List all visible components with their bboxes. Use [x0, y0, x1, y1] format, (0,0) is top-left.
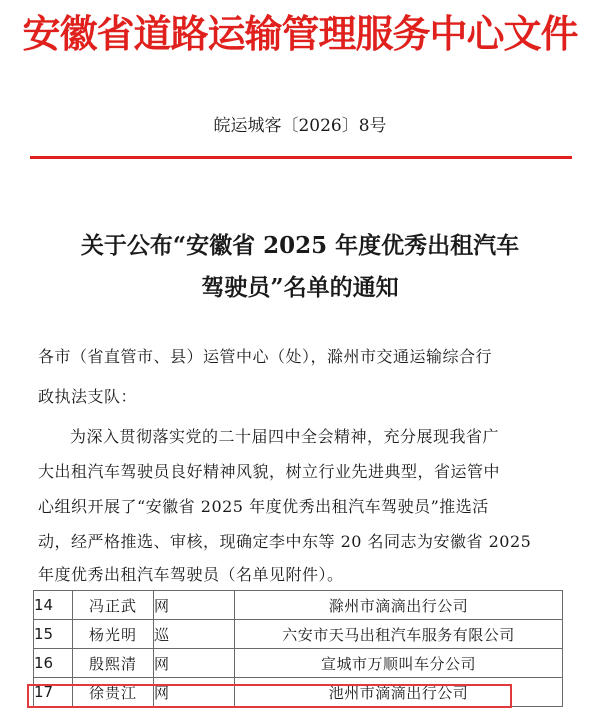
company-name: 滁州市滴滴出行公司 — [235, 591, 563, 620]
table-row — [34, 620, 563, 649]
driver-name: 杨光明 — [73, 620, 154, 649]
row-index: 17 — [34, 678, 73, 707]
body-line: 动，经严格推选、审核，现确定李中东等 20 名同志为安徽省 2025 — [38, 532, 532, 551]
body-line: 各市（省直管市、县）运管中心（处），滁州市交通运输综合行 — [38, 347, 493, 366]
company-name: 宣城市万顺叫车分公司 — [235, 649, 563, 678]
notice-title-line-1: 关于公布“安徽省 2025 年度优秀出租汽车 — [80, 232, 520, 259]
company-name: 池州市滴滴出行公司 — [235, 678, 563, 707]
vehicle-type: 网 — [154, 678, 235, 707]
vehicle-type: 巡 — [154, 620, 235, 649]
table-row — [34, 591, 563, 620]
row-index: 15 — [34, 620, 73, 649]
driver-name: 殷熙清 — [73, 649, 154, 678]
body-line: 大出租汽车驾驶员良好精神风貌，树立行业先进典型，省运管中 — [38, 462, 501, 481]
driver-name: 徐贵江 — [73, 678, 154, 707]
row-index: 14 — [34, 591, 73, 620]
highlight-box — [27, 684, 512, 708]
vehicle-type: 网 — [154, 649, 235, 678]
body-line: 心组织开展了“安徽省 2025 年度优秀出租汽车驾驶员”推选活 — [38, 497, 489, 516]
body-line: 年度优秀出租汽车驾驶员（名单见附件）。 — [38, 565, 344, 584]
vehicle-type: 网 — [154, 591, 235, 620]
notice-title-line-2: 驾驶员”名单的通知 — [201, 274, 399, 301]
company-name: 六安市天马出租汽车服务有限公司 — [235, 620, 563, 649]
document-number: 皖运城客〔2026〕8号 — [213, 116, 387, 136]
document-header-title: 安徽省道路运输管理服务中心文件 — [22, 12, 578, 56]
body-line: 为深入贯彻落实党的二十届四中全会精神，充分展现我省广 — [70, 427, 500, 446]
red-divider-line — [30, 156, 572, 159]
table-row — [34, 649, 563, 678]
row-index: 16 — [34, 649, 73, 678]
body-line: 政执法支队： — [38, 387, 138, 406]
driver-name: 冯正武 — [73, 591, 154, 620]
